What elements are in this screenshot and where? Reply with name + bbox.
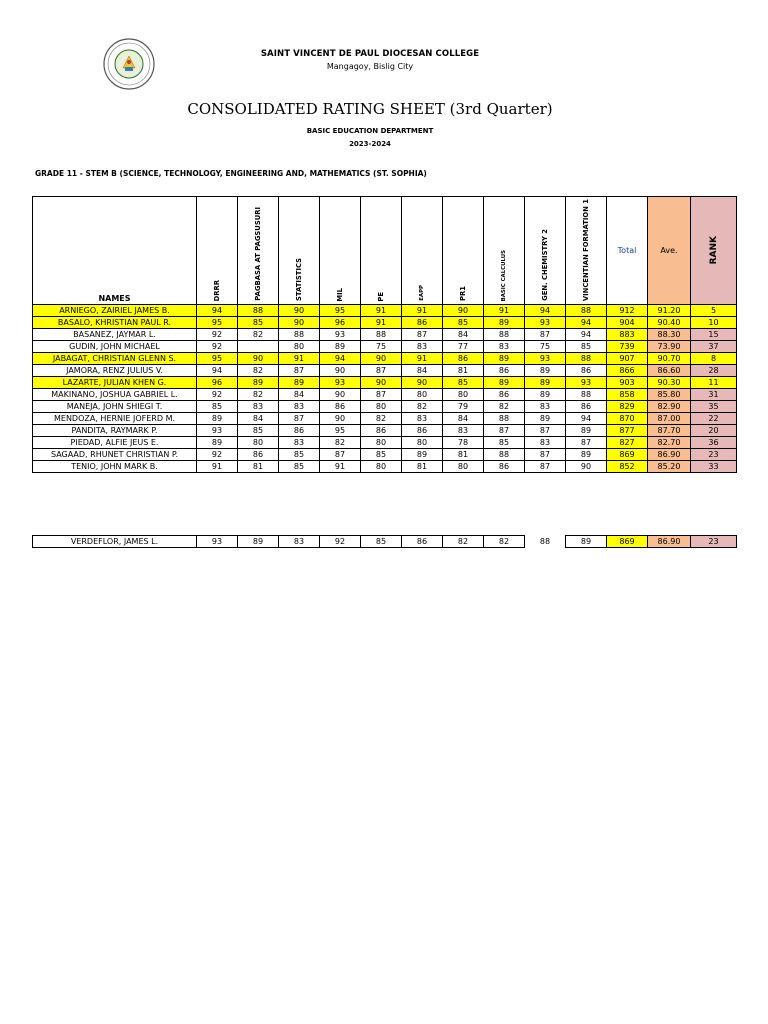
total-cell: 827 — [607, 437, 648, 449]
grade-cell: 80 — [402, 437, 443, 449]
extra-student-table — [32, 535, 737, 548]
grade-cell: 89 — [525, 365, 566, 377]
student-name: BASANEZ, JAYMAR L. — [33, 329, 197, 341]
grade-cell: 93 — [197, 536, 238, 548]
student-name: GUDIN, JOHN MICHAEL — [33, 341, 197, 353]
table-row — [33, 365, 737, 377]
student-name: LAZARTE, JULIAN KHEN G. — [33, 377, 197, 389]
grade-cell: 85 — [484, 437, 525, 449]
grade-cell: 94 — [320, 353, 361, 365]
student-name: PIEDAD, ALFIE JEUS E. — [33, 437, 197, 449]
rating-table — [32, 196, 737, 473]
table-row — [33, 353, 737, 365]
table-row — [33, 341, 737, 353]
grade-cell: 92 — [197, 449, 238, 461]
total-cell: 877 — [607, 425, 648, 437]
grade-cell: 85 — [443, 317, 484, 329]
grade-cell: 86 — [484, 389, 525, 401]
grade-cell: 90 — [238, 353, 279, 365]
grade-cell: 83 — [443, 425, 484, 437]
total-cell: 904 — [607, 317, 648, 329]
grade-cell: 87 — [279, 413, 320, 425]
grade-cell: 86 — [279, 425, 320, 437]
grade-cell: 89 — [566, 536, 607, 548]
subject-header-vincentian-formation: VINCENTIAN FORMATION 1 — [566, 197, 607, 305]
grade-cell: 87 — [361, 365, 402, 377]
rank-cell: 23 — [691, 449, 737, 461]
grade-cell: 93 — [320, 329, 361, 341]
rank-header: RANK — [691, 197, 737, 305]
grade-cell: 87 — [361, 389, 402, 401]
grade-cell: 89 — [320, 341, 361, 353]
grade-cell: 90 — [279, 317, 320, 329]
rank-cell: 8 — [691, 353, 737, 365]
grade-cell: 83 — [238, 401, 279, 413]
grade-cell: 86 — [361, 425, 402, 437]
grade-cell: 84 — [238, 413, 279, 425]
grade-cell: 87 — [525, 461, 566, 473]
grade-cell: 95 — [320, 425, 361, 437]
subject-header-drrr: DRRR — [197, 197, 238, 305]
rank-cell: 36 — [691, 437, 737, 449]
grade-cell: 87 — [279, 365, 320, 377]
grade-cell: 86 — [484, 365, 525, 377]
table-row — [33, 305, 737, 317]
grade-cell: 90 — [566, 461, 607, 473]
subject-header-pagbasa: PAGBASA AT PAGSUSURI — [238, 197, 279, 305]
grade-cell: 83 — [279, 401, 320, 413]
average-cell: 90.70 — [648, 353, 691, 365]
grade-cell: 84 — [443, 413, 484, 425]
rank-cell: 23 — [691, 536, 737, 548]
total-cell: 883 — [607, 329, 648, 341]
school-name: SAINT VINCENT DE PAUL DIOCESAN COLLEGE — [260, 49, 480, 59]
grade-cell: 91 — [402, 305, 443, 317]
grade-cell: 80 — [361, 437, 402, 449]
grade-cell: 89 — [402, 449, 443, 461]
names-header: NAMES — [33, 197, 197, 305]
grade-cell: 89 — [484, 377, 525, 389]
grade-cell: 82 — [484, 536, 525, 548]
grade-cell: 84 — [279, 389, 320, 401]
grade-cell: 91 — [484, 305, 525, 317]
subject-header-statistics: STATISTICS — [279, 197, 320, 305]
grade-cell: 88 — [279, 329, 320, 341]
rank-cell: 11 — [691, 377, 737, 389]
grade-cell: 82 — [238, 329, 279, 341]
grade-cell: 93 — [525, 317, 566, 329]
grade-cell: 91 — [361, 305, 402, 317]
grade-cell: 79 — [443, 401, 484, 413]
rank-cell: 10 — [691, 317, 737, 329]
average-cell: 73.90 — [648, 341, 691, 353]
student-name: VERDEFLOR, JAMES L. — [33, 536, 197, 548]
average-cell: 82.90 — [648, 401, 691, 413]
department: BASIC EDUCATION DEPARTMENT — [306, 127, 434, 135]
grade-cell: 82 — [402, 401, 443, 413]
header-row — [33, 197, 737, 305]
grade-cell: 83 — [279, 437, 320, 449]
student-name: JABAGAT, CHRISTIAN GLENN S. — [33, 353, 197, 365]
grade-cell: 80 — [279, 341, 320, 353]
grade-cell: 90 — [320, 413, 361, 425]
total-cell: 870 — [607, 413, 648, 425]
grade-cell: 82 — [443, 536, 484, 548]
grade-cell: 85 — [279, 449, 320, 461]
grade-cell: 87 — [525, 449, 566, 461]
grade-cell: 84 — [443, 329, 484, 341]
table-row — [33, 461, 737, 473]
grade-cell: 81 — [443, 365, 484, 377]
rank-cell: 33 — [691, 461, 737, 473]
table-row — [33, 389, 737, 401]
total-cell: 858 — [607, 389, 648, 401]
grade-cell: 88 — [484, 413, 525, 425]
school-year: 2023-2024 — [349, 140, 391, 148]
table-row — [33, 536, 737, 548]
grade-cell: 90 — [443, 305, 484, 317]
average-cell: 85.20 — [648, 461, 691, 473]
grade-cell: 82 — [484, 401, 525, 413]
grade-cell: 89 — [238, 377, 279, 389]
grade-cell: 80 — [361, 461, 402, 473]
average-header: Ave. — [648, 197, 691, 305]
grade-cell: 82 — [361, 413, 402, 425]
average-cell: 86.90 — [648, 449, 691, 461]
grade-cell: 95 — [320, 305, 361, 317]
grade-cell: 83 — [484, 341, 525, 353]
subject-header-basic-calculus: BASIC CALCULUS — [484, 197, 525, 305]
table-row — [33, 377, 737, 389]
grade-cell: 83 — [402, 341, 443, 353]
grade-cell: 85 — [238, 317, 279, 329]
subject-header-pe: PE — [361, 197, 402, 305]
grade-cell: 93 — [566, 377, 607, 389]
table-row — [33, 401, 737, 413]
grade-cell: 81 — [238, 461, 279, 473]
total-cell: 829 — [607, 401, 648, 413]
table-row — [33, 317, 737, 329]
student-name: MAKINANO, JOSHUA GABRIEL L. — [33, 389, 197, 401]
grade-cell: 87 — [402, 329, 443, 341]
grade-cell: 80 — [361, 401, 402, 413]
grade-cell: 86 — [402, 425, 443, 437]
grade-cell: 89 — [279, 377, 320, 389]
grade-section: GRADE 11 - STEM B (SCIENCE, TECHNOLOGY, ENGINEERING AND, MATHEMATICS (ST. SOPHIA) — [35, 169, 427, 178]
student-name: PANDITA, RAYMARK P. — [33, 425, 197, 437]
rank-cell: 37 — [691, 341, 737, 353]
rank-cell: 5 — [691, 305, 737, 317]
grade-cell: 77 — [443, 341, 484, 353]
grade-cell: 91 — [197, 461, 238, 473]
grade-cell: 91 — [361, 317, 402, 329]
grade-cell: 80 — [443, 461, 484, 473]
grade-cell: 88 — [566, 353, 607, 365]
grade-cell: 85 — [197, 401, 238, 413]
grade-cell: 88 — [484, 449, 525, 461]
student-name: MENDOZA, HERNIE JOFERD M. — [33, 413, 197, 425]
grade-cell: 85 — [361, 536, 402, 548]
grade-cell: 89 — [566, 449, 607, 461]
average-cell: 91.20 — [648, 305, 691, 317]
grade-cell: 93 — [320, 377, 361, 389]
grade-cell: 93 — [197, 425, 238, 437]
grade-cell: 85 — [238, 425, 279, 437]
grade-cell: 82 — [238, 365, 279, 377]
grade-cell: 81 — [443, 449, 484, 461]
student-name: BASALO, KHRISTIAN PAUL R. — [33, 317, 197, 329]
grade-cell: 83 — [279, 536, 320, 548]
grade-cell: 87 — [484, 425, 525, 437]
rank-cell: 31 — [691, 389, 737, 401]
grade-cell: 92 — [197, 389, 238, 401]
grade-cell: 96 — [320, 317, 361, 329]
table-row — [33, 437, 737, 449]
total-cell: 869 — [607, 449, 648, 461]
subject-header-eapp: EAPP — [402, 197, 443, 305]
total-cell: 739 — [607, 341, 648, 353]
grade-cell: 88 — [238, 305, 279, 317]
grade-cell: 89 — [238, 536, 279, 548]
grade-cell: 75 — [525, 341, 566, 353]
average-cell: 87.00 — [648, 413, 691, 425]
grade-cell: 83 — [402, 413, 443, 425]
grade-cell: 89 — [484, 353, 525, 365]
student-name: SAGAAD, RHUNET CHRISTIAN P. — [33, 449, 197, 461]
total-cell: 866 — [607, 365, 648, 377]
total-cell: 903 — [607, 377, 648, 389]
rank-cell: 22 — [691, 413, 737, 425]
grade-cell: 89 — [484, 317, 525, 329]
grade-cell: 94 — [197, 365, 238, 377]
grade-cell: 75 — [361, 341, 402, 353]
grade-cell: 92 — [197, 329, 238, 341]
grade-cell: 91 — [279, 353, 320, 365]
grade-cell: 94 — [197, 305, 238, 317]
page-title: CONSOLIDATED RATING SHEET (3rd Quarter) — [187, 100, 553, 118]
grade-cell: 90 — [320, 389, 361, 401]
rank-cell: 35 — [691, 401, 737, 413]
average-cell: 86.60 — [648, 365, 691, 377]
grade-cell: 94 — [566, 317, 607, 329]
grade-cell: 96 — [197, 377, 238, 389]
grade-cell: 91 — [320, 461, 361, 473]
grade-cell: 87 — [525, 425, 566, 437]
grade-cell: 87 — [320, 449, 361, 461]
grade-cell: 86 — [402, 317, 443, 329]
average-cell: 90.30 — [648, 377, 691, 389]
student-name: MANEJA, JOHN SHIEGI T. — [33, 401, 197, 413]
grade-cell: 95 — [197, 317, 238, 329]
grade-cell: 89 — [525, 377, 566, 389]
grade-cell: 90 — [320, 365, 361, 377]
grade-cell: 85 — [361, 449, 402, 461]
grade-cell: 86 — [443, 353, 484, 365]
average-cell: 90.40 — [648, 317, 691, 329]
subject-header-mil: MIL — [320, 197, 361, 305]
grade-cell: 82 — [320, 437, 361, 449]
grade-cell: 91 — [402, 353, 443, 365]
table-row — [33, 413, 737, 425]
grade-cell: 89 — [197, 413, 238, 425]
table-row — [33, 425, 737, 437]
total-cell: 852 — [607, 461, 648, 473]
grade-cell: 80 — [402, 389, 443, 401]
grade-cell: 84 — [402, 365, 443, 377]
grade-cell: 80 — [443, 389, 484, 401]
grade-cell: 85 — [566, 341, 607, 353]
student-name: TENIO, JOHN MARK B. — [33, 461, 197, 473]
grade-cell: 81 — [402, 461, 443, 473]
grade-cell: 86 — [320, 401, 361, 413]
grade-cell: 93 — [525, 353, 566, 365]
grade-cell: 89 — [525, 389, 566, 401]
grade-cell: 86 — [402, 536, 443, 548]
subject-header-pr1: PR1 — [443, 197, 484, 305]
grade-cell: 94 — [566, 413, 607, 425]
total-cell: 912 — [607, 305, 648, 317]
rank-cell: 15 — [691, 329, 737, 341]
table-row — [33, 329, 737, 341]
grade-cell: 83 — [525, 401, 566, 413]
grade-cell: 88 — [566, 305, 607, 317]
grade-cell: 89 — [197, 437, 238, 449]
school-seal-logo — [103, 38, 155, 90]
grade-cell: 92 — [197, 341, 238, 353]
student-name: JAMORA, RENZ JULIUS V. — [33, 365, 197, 377]
grade-cell: 83 — [525, 437, 566, 449]
average-cell: 82.70 — [648, 437, 691, 449]
average-cell: 86.90 — [648, 536, 691, 548]
grade-cell: 90 — [361, 377, 402, 389]
rank-cell: 28 — [691, 365, 737, 377]
grade-cell — [238, 341, 279, 353]
grade-cell: 90 — [361, 353, 402, 365]
average-cell: 88.30 — [648, 329, 691, 341]
grade-cell: 80 — [238, 437, 279, 449]
grade-cell: 89 — [525, 413, 566, 425]
total-cell: 869 — [607, 536, 648, 548]
grade-cell: 85 — [443, 377, 484, 389]
grade-cell: 85 — [279, 461, 320, 473]
grade-cell: 94 — [525, 305, 566, 317]
grade-cell: 88 — [525, 536, 566, 548]
grade-cell: 86 — [238, 449, 279, 461]
table-row — [33, 449, 737, 461]
grade-cell: 88 — [361, 329, 402, 341]
grade-cell: 88 — [566, 389, 607, 401]
grade-cell: 87 — [525, 329, 566, 341]
grade-cell: 90 — [279, 305, 320, 317]
grade-cell: 95 — [197, 353, 238, 365]
student-name: ARNIEGO, ZAIRIEL JAMES B. — [33, 305, 197, 317]
average-cell: 85.80 — [648, 389, 691, 401]
grade-cell: 82 — [238, 389, 279, 401]
grade-cell: 86 — [484, 461, 525, 473]
grade-cell: 88 — [484, 329, 525, 341]
school-address: Mangagoy, Bislig City — [326, 62, 414, 71]
subject-header-gen-chemistry: GEN. CHEMISTRY 2 — [525, 197, 566, 305]
total-header: Total — [607, 197, 648, 305]
grade-cell: 92 — [320, 536, 361, 548]
total-cell: 907 — [607, 353, 648, 365]
grade-cell: 86 — [566, 401, 607, 413]
grade-cell: 90 — [402, 377, 443, 389]
grade-cell: 78 — [443, 437, 484, 449]
grade-cell: 87 — [566, 437, 607, 449]
average-cell: 87.70 — [648, 425, 691, 437]
grade-cell: 89 — [566, 425, 607, 437]
grade-cell: 94 — [566, 329, 607, 341]
grade-cell: 86 — [566, 365, 607, 377]
rank-cell: 20 — [691, 425, 737, 437]
